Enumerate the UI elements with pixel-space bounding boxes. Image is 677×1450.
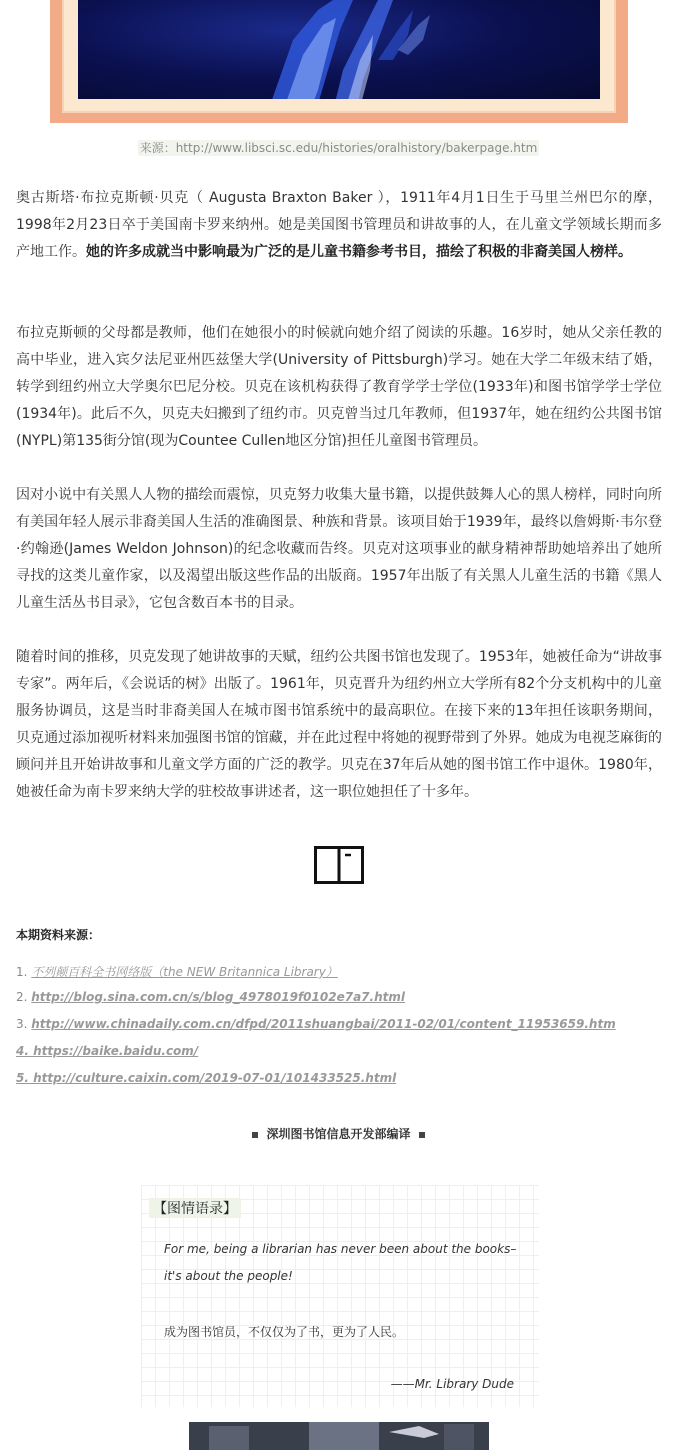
- source-3-link[interactable]: http://www.chinadaily.com.cn/dfpd/2011shuangbai/2011-02/01/content_11953659.htm: [31, 1017, 616, 1031]
- compiled-by-text: 深圳图书馆信息开发部编译: [266, 1127, 411, 1141]
- paragraph-1-bold: 她的许多成就当中影响最为广泛的是儿童书籍参考书目，描绘了积极的非裔美国人榜样。: [86, 244, 632, 260]
- bottom-photo: [189, 1422, 489, 1450]
- portrait-photo: [78, 0, 600, 99]
- paragraph-1-text: 奥古斯塔·布拉克斯顿·贝克（ Augusta Braxton Baker ），1911年4月1日生于马里兰州巴尔的摩，1998年2月23日卒于美国南卡罗来纳州。她是美国图书管理员和讲故事的人，在儿童文学领域长期而多产地工作。: [16, 190, 662, 260]
- source-1-link[interactable]: 不列颠百科全书网络版（the NEW Britannica Library）: [31, 965, 338, 979]
- source-4-link[interactable]: 4. https://baike.baidu.com/: [16, 1044, 199, 1058]
- quote-english-line-1: For me, being a librarian has never been about the books–: [164, 1242, 517, 1256]
- compiled-by: [0, 1125, 677, 1142]
- photo-caption: [0, 139, 677, 156]
- library-photo-art: [189, 1422, 489, 1450]
- paragraph-4: 随着时间的推移，贝克发现了她讲故事的天赋，纽约公共图书馆也发现了。1953年，她被任命为“讲故事专家”。两年后，《会说话的树》出版了。1961年，贝克晋升为纽约州立大学所有82个分支机构中的儿童服务协调员，这是当时非裔美国人在城市图书馆系统中的最高职位。在接下来的13年担任该职务期间，贝克通过添加视听材料来加强图书馆的馆藏，并在此过程中将她的视野带到了外界。她成为电视芝麻街的顾问并且开始讲故事和儿童文学方面的广泛的教学。贝克在37年后从她的图书馆工作中退休。1980年，她被任命为南卡罗来纳大学的驻校故事讲述者，这一职位她担任了十多年。: [16, 649, 662, 800]
- quote-english-line-2: it's about the people!: [164, 1269, 293, 1283]
- source-item-4[interactable]: [16, 1044, 198, 1058]
- paragraph-1: [16, 185, 662, 266]
- top-photo-frame: [50, 0, 628, 123]
- source-item-1[interactable]: [16, 963, 338, 980]
- photo-artwork: [78, 0, 600, 99]
- quote-author: ——Mr. Library Dude: [390, 1377, 514, 1391]
- open-book-icon: [314, 846, 364, 884]
- source-5-link[interactable]: 5. http://culture.caixin.com/2019-07-01/101433525.html: [16, 1071, 397, 1085]
- photo-mat: [62, 0, 616, 113]
- paragraph-2: 布拉克斯顿的父母都是教师，他们在她很小的时候就向她介绍了阅读的乐趣。16岁时，她从父亲任教的高中毕业，进入宾夕法尼亚州匹兹堡大学(University of Pittsburgh)学习。她在大学二年级末结了婚，转学到纽约州立大学奥尔巴尼分校。贝克在该机构获得了教育学学士学位(1933年)和图书馆学学士学位(1934年)。此后不久，贝克夫妇搬到了纽约市。贝克曾当过几年教师，但1937年，她在纽约公共图书馆(NYPL)第135街分馆(现为Countee Cullen地区分馆)担任儿童图书管理员。: [16, 325, 662, 449]
- quote-box: [141, 1185, 539, 1407]
- source-2-number: 2.: [16, 990, 32, 1004]
- source-item-5[interactable]: [16, 1071, 396, 1085]
- quote-chinese: 成为图书馆员，不仅仅为了书，更为了人民。: [164, 1325, 405, 1339]
- source-3-number: 3.: [16, 1017, 32, 1031]
- quote-tag: 【图情语录】: [149, 1198, 241, 1218]
- square-bullet-icon: [252, 1132, 258, 1138]
- paragraph-3: 因对小说中有关黑人人物的描绘而震惊，贝克努力收集大量书籍，以提供鼓舞人心的黑人榜样，同时向所有美国年轻人展示非裔美国人生活的准确图景、种族和背景。该项目始于1939年，最终以詹姆斯·韦尔登·约翰逊(James Weldon Johnson)的纪念收藏而告终。贝克对这项事业的献身精神帮助她培养出了她所寻找的这类儿童作家，以及渴望出版这些作品的出版商。1957年出版了有关黑人儿童生活的书籍《黑人儿童生活丛书目录》，它包含数百本书的目录。: [16, 487, 662, 611]
- source-item-2[interactable]: [16, 990, 405, 1004]
- sources-title: 本期资料来源：: [16, 928, 101, 942]
- caption-text: 来源：http://www.libsci.sc.edu/histories/oralhistory/bakerpage.htm: [139, 141, 538, 155]
- source-1-number: 1.: [16, 965, 32, 979]
- source-2-link[interactable]: http://blog.sina.com.cn/s/blog_4978019f0102e7a7.html: [31, 990, 405, 1004]
- square-bullet-icon: [419, 1132, 425, 1138]
- source-item-3[interactable]: [16, 1017, 616, 1031]
